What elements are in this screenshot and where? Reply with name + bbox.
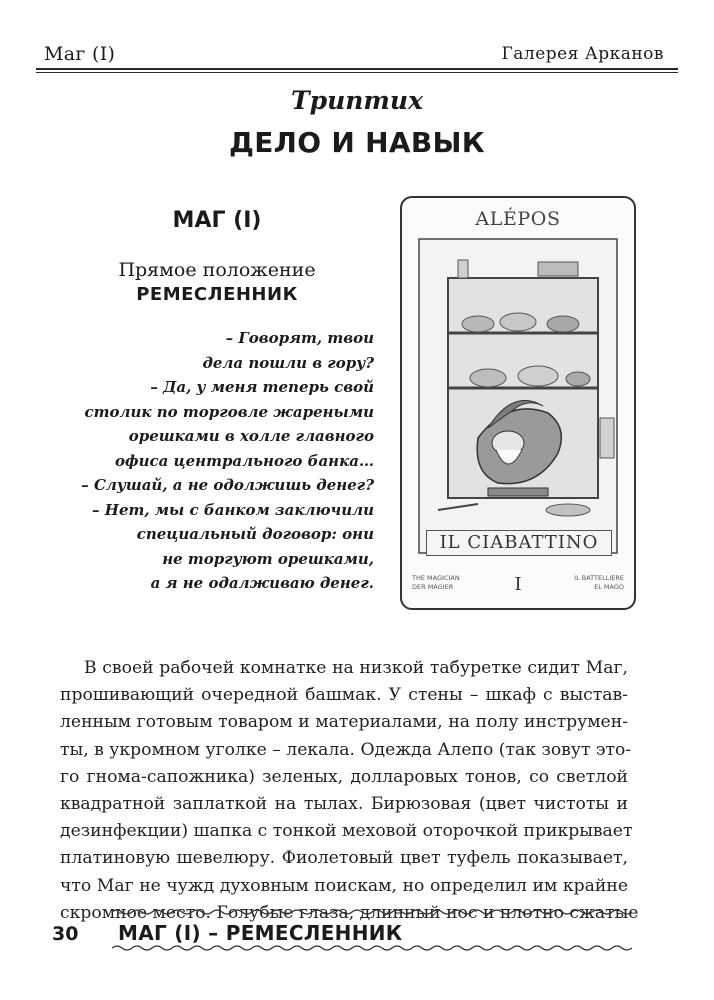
body-line: ленным готовым товаром и материалами, на полу инструмен- xyxy=(60,712,628,733)
body-line: прошивающий очередной башмак. У стены – шкаф с выстав- xyxy=(60,685,628,706)
dialogue-line: а я не одалживаю денег. xyxy=(150,574,374,592)
header-rule xyxy=(36,68,678,70)
dialogue-line: – Слушай, а не одолжишь денег? xyxy=(81,476,374,494)
card-banner: IL CIABATTINO xyxy=(426,530,612,556)
card-footer-text: EL MAGO xyxy=(594,583,624,591)
dialogue-line: – Говорят, твои xyxy=(225,329,374,347)
chapter-title: ДЕЛО И НАВЫК xyxy=(229,126,485,159)
triptych-label: Триптих xyxy=(291,86,423,115)
dialogue-line: офиса центрального банка… xyxy=(115,451,374,470)
body-line: го гнома-сапожника) зеленых, долларовых тонов, со светлой xyxy=(60,766,628,787)
epigraph-dialogue xyxy=(81,326,374,596)
section-title: МАГ (I) xyxy=(172,208,262,233)
body-line: скромное место. Голубые глаза, длинный нос и плотно сжатые xyxy=(60,902,639,923)
dialogue-line: не торгуют орешками, xyxy=(162,549,374,568)
body-line: платиновую шевелюру. Фиолетовый цвет туфель показывает, xyxy=(60,848,628,869)
header-rule-thin xyxy=(36,72,678,73)
body-line: дезинфекции) шапка с тонкой меховой оторочкой прикрывает xyxy=(60,821,633,842)
dialogue-line: дела пошли в гору? xyxy=(202,353,374,372)
body-paragraph xyxy=(60,655,639,927)
body-line: В своей рабочей комнатке на низкой табуретке сидит Маг, xyxy=(84,658,628,678)
dialogue-line: – Да, у меня теперь свой xyxy=(150,378,374,396)
position-label: Прямое положение xyxy=(118,259,316,281)
dialogue-line: столик по торговле жареными xyxy=(84,402,374,421)
card-footer-text: IL BATTELLIERE xyxy=(574,574,624,582)
running-header-right: Галерея Арканов xyxy=(501,44,664,64)
footer-wavy-rule-top xyxy=(112,908,632,916)
running-header-left: Маг (I) xyxy=(44,43,116,65)
dialogue-line: орешками в холле главного xyxy=(128,427,374,445)
card-illustration xyxy=(418,238,618,554)
footer-wavy-rule-bottom xyxy=(112,944,632,952)
position-name: РЕМЕСЛЕННИК xyxy=(136,284,298,305)
body-line: что Маг не чужд духовным поискам, но определил им крайне xyxy=(60,875,628,896)
body-line: квадратной заплаткой на тылах. Бирюзовая (цвет чистоты и xyxy=(60,794,628,815)
dialogue-line: специальный договор: они xyxy=(136,525,374,543)
card-footer-text: THE MAGICIAN xyxy=(412,574,460,582)
body-line: ты, в укромном уголке – лекала. Одежда Алепо (так зовут это- xyxy=(60,739,632,760)
footer-title: МАГ (I) – РЕМЕСЛЕННИК xyxy=(118,921,403,945)
card-brand: ALÉPOS xyxy=(475,208,561,230)
tarot-card-image xyxy=(400,196,636,610)
card-number: I xyxy=(514,574,522,595)
card-footer-right xyxy=(574,574,624,592)
card-footer-text: DER MAGIER xyxy=(412,583,454,591)
dialogue-line: – Нет, мы с банком заключили xyxy=(92,500,374,519)
page-number: 30 xyxy=(52,923,79,945)
